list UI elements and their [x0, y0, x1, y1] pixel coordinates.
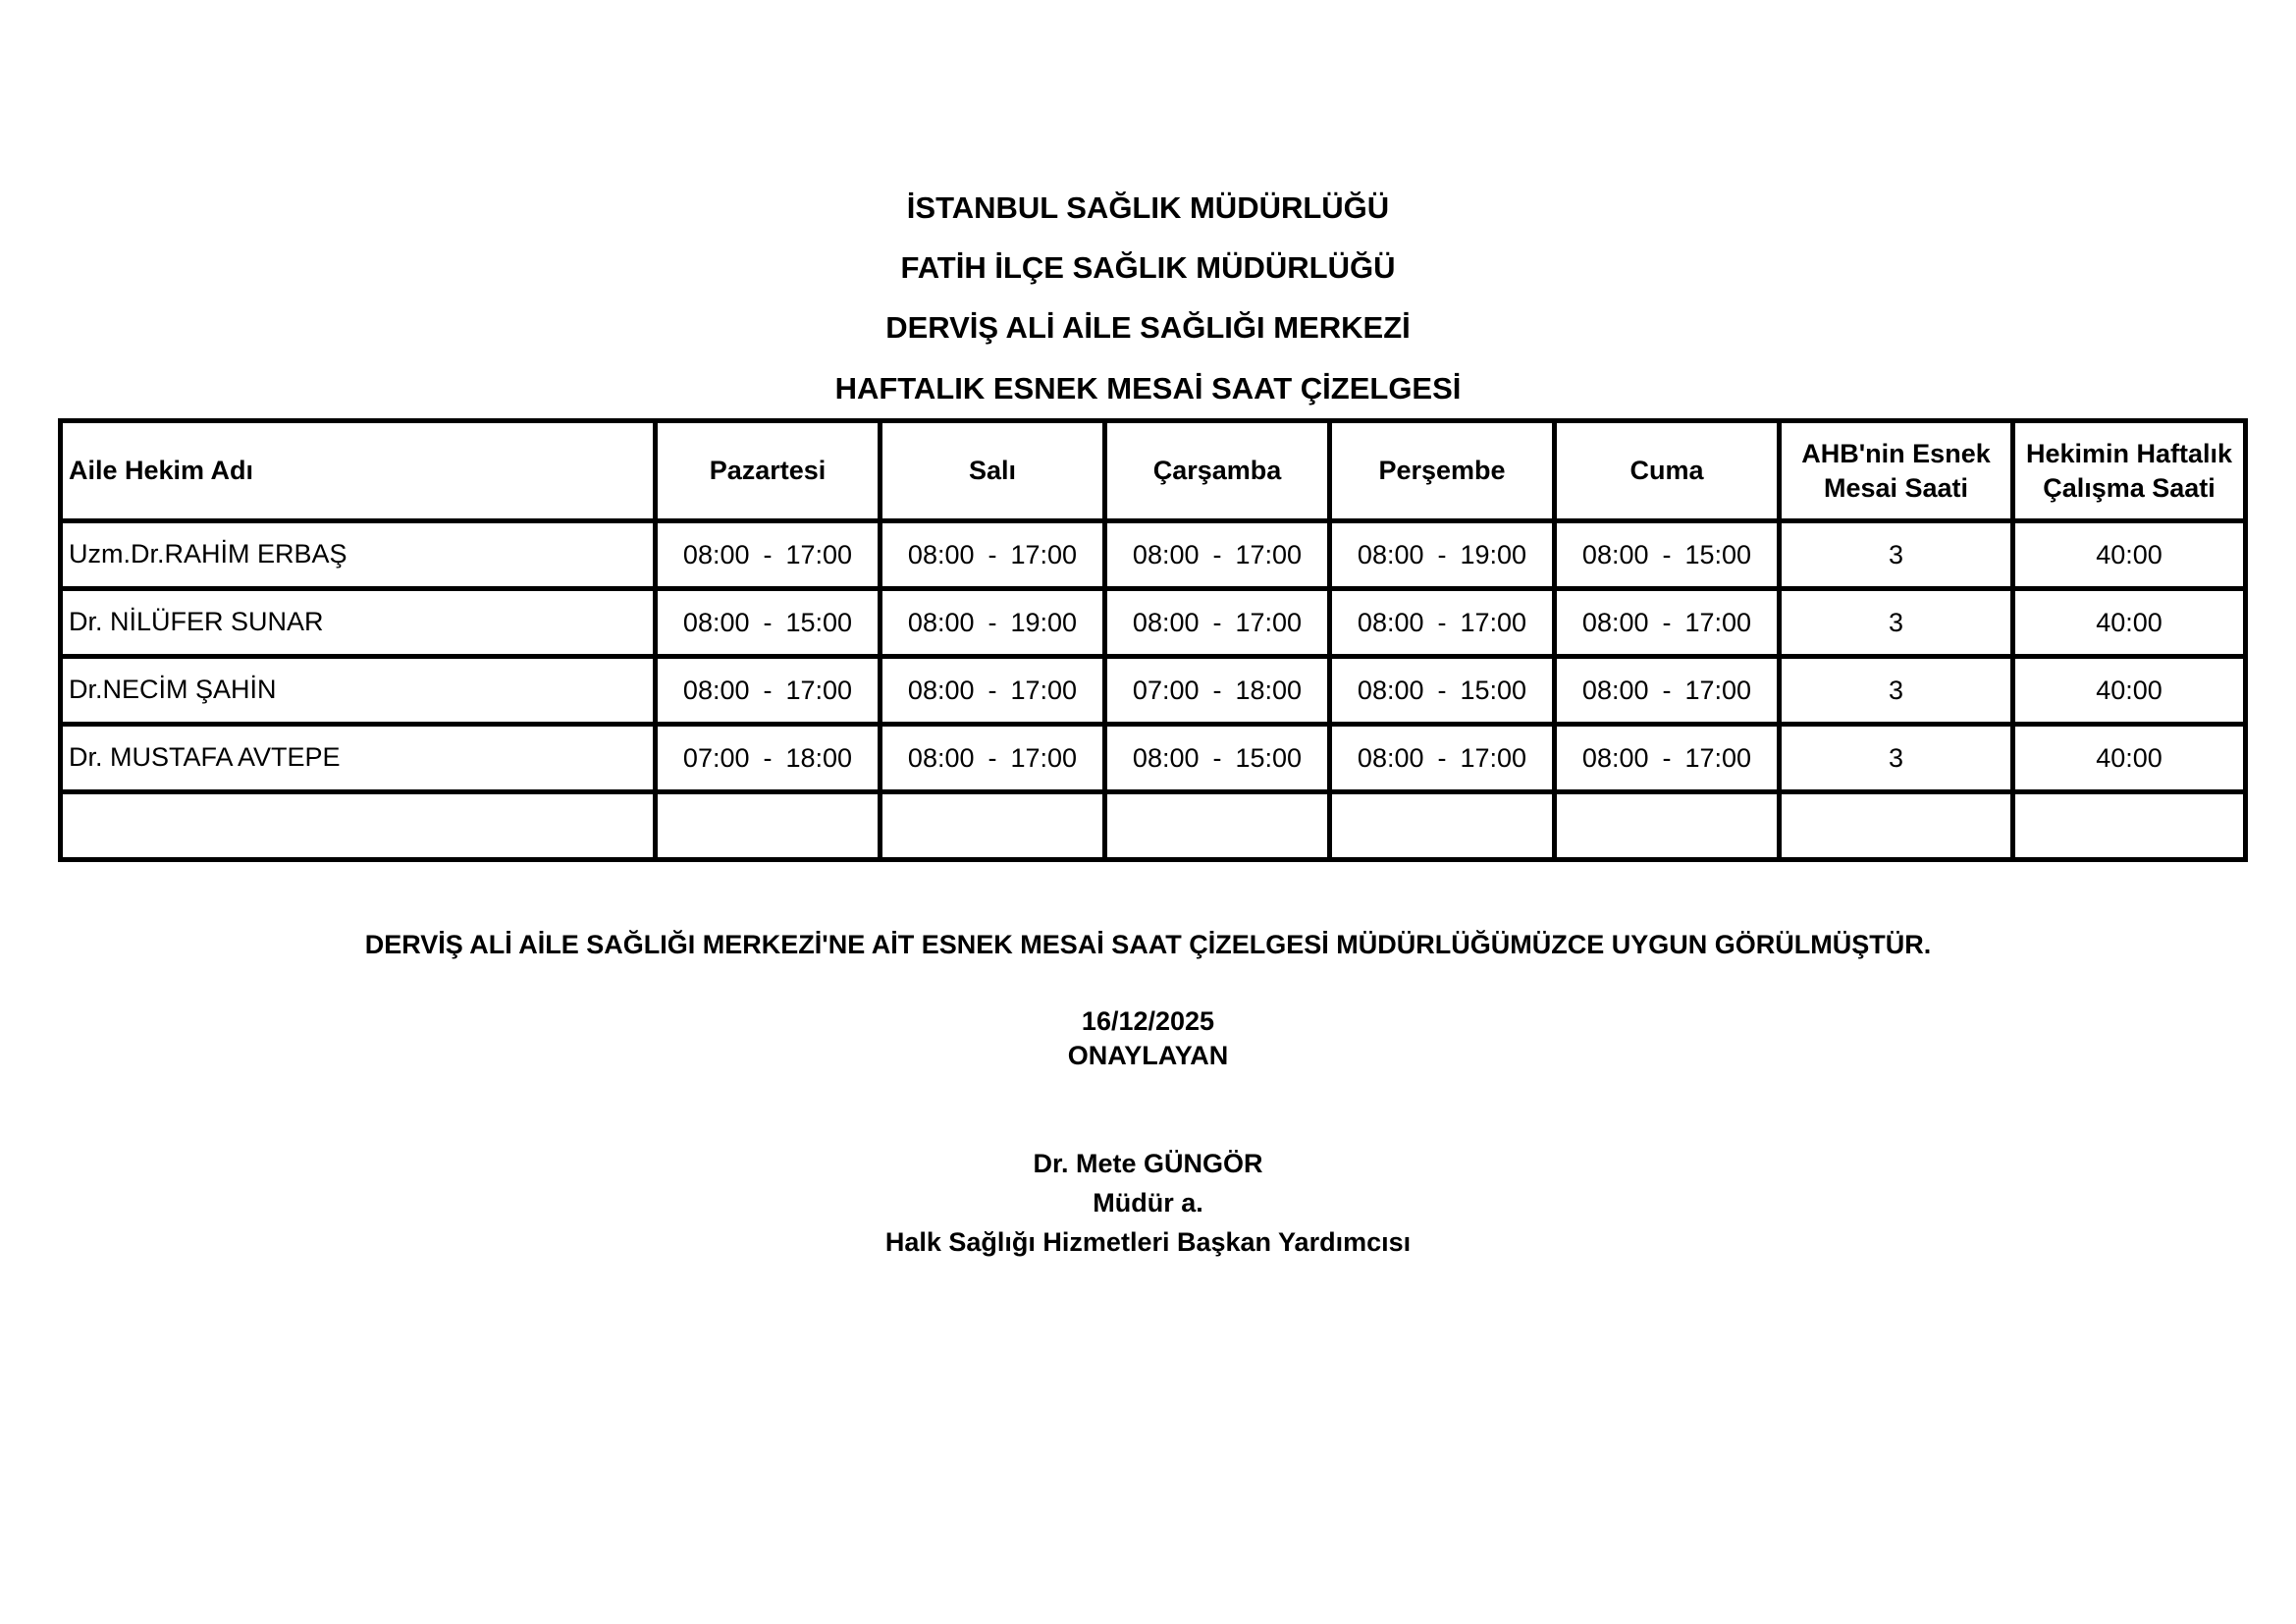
- shift-end: 17:00: [1460, 742, 1527, 773]
- shift-separator: -: [1212, 742, 1222, 773]
- empty-cell: [2013, 792, 2246, 860]
- shift-cell-tuesday: [881, 657, 1105, 725]
- shift-start: 08:00: [682, 607, 750, 637]
- weekly-hours-cell: 40:00: [2013, 589, 2246, 657]
- shift-end: 17:00: [1235, 539, 1303, 569]
- shift-cell-friday: [1555, 657, 1780, 725]
- flex-hours-cell: 3: [1780, 589, 2013, 657]
- shift-end: 17:00: [785, 675, 853, 705]
- shift-end: 17:00: [785, 539, 853, 569]
- header-weekly-hours: [2013, 421, 2246, 521]
- shift-cell-monday: [656, 589, 881, 657]
- shift-separator: -: [1212, 675, 1222, 705]
- shift-end: 17:00: [1684, 742, 1752, 773]
- shift-cell-tuesday: [881, 521, 1105, 589]
- shift-separator: -: [988, 742, 997, 773]
- shift-end: 19:00: [1460, 539, 1527, 569]
- shift-end: 18:00: [785, 742, 853, 773]
- header-monday: Pazartesi: [656, 421, 881, 521]
- shift-separator: -: [1662, 607, 1672, 637]
- shift-separator: -: [763, 742, 773, 773]
- shift-start: 08:00: [907, 539, 975, 569]
- header-weekly-hours-line1: Hekimin Haftalık: [2025, 438, 2233, 468]
- shift-end: 18:00: [1235, 675, 1303, 705]
- shift-start: 08:00: [1581, 539, 1649, 569]
- shift-end: 17:00: [1010, 675, 1078, 705]
- header-wednesday: Çarşamba: [1105, 421, 1330, 521]
- flex-hours-cell: 3: [1780, 725, 2013, 792]
- shift-separator: -: [1437, 539, 1447, 569]
- shift-start: 08:00: [1357, 742, 1424, 773]
- district-directorate-title: FATİH İLÇE SAĞLIK MÜDÜRLÜĞÜ: [900, 250, 1396, 285]
- header-thursday: Perşembe: [1330, 421, 1555, 521]
- empty-cell: [1330, 792, 1555, 860]
- physician-name-cell: Dr. NİLÜFER SUNAR: [61, 589, 656, 657]
- signer-name: Dr. Mete GÜNGÖR: [1033, 1149, 1263, 1178]
- header-weekly-hours-line2: Çalışma Saati: [2043, 472, 2216, 503]
- weekly-hours-cell: 40:00: [2013, 725, 2246, 792]
- shift-start: 08:00: [1581, 675, 1649, 705]
- table-row: [61, 521, 2246, 589]
- shift-cell-thursday: [1330, 589, 1555, 657]
- shift-start: 08:00: [1581, 607, 1649, 637]
- shift-cell-tuesday: [881, 589, 1105, 657]
- shift-start: 08:00: [907, 675, 975, 705]
- table-row: [61, 725, 2246, 792]
- shift-cell-monday: [656, 725, 881, 792]
- shift-cell-monday: [656, 657, 881, 725]
- header-physician-name: Aile Hekim Adı: [61, 421, 656, 521]
- shift-separator: -: [763, 675, 773, 705]
- shift-end: 17:00: [1460, 607, 1527, 637]
- shift-cell-wednesday: [1105, 725, 1330, 792]
- schedule-table: [58, 418, 2248, 862]
- shift-separator: -: [988, 675, 997, 705]
- shift-end: 17:00: [1684, 675, 1752, 705]
- shift-start: 08:00: [1132, 539, 1200, 569]
- shift-cell-thursday: [1330, 725, 1555, 792]
- shift-start: 08:00: [907, 607, 975, 637]
- shift-end: 17:00: [1010, 742, 1078, 773]
- empty-cell: [1780, 792, 2013, 860]
- shift-start: 08:00: [1581, 742, 1649, 773]
- table-header-row: [61, 421, 2246, 521]
- empty-cell: [1105, 792, 1330, 860]
- shift-start: 08:00: [1132, 742, 1200, 773]
- empty-cell: [61, 792, 656, 860]
- shift-cell-friday: [1555, 725, 1780, 792]
- shift-end: 17:00: [1235, 607, 1303, 637]
- shift-start: 08:00: [1357, 607, 1424, 637]
- institution-title: İSTANBUL SAĞLIK MÜDÜRLÜĞÜ: [906, 190, 1390, 225]
- shift-end: 15:00: [1460, 675, 1527, 705]
- shift-separator: -: [1437, 742, 1447, 773]
- shift-separator: -: [988, 539, 997, 569]
- shift-separator: -: [763, 607, 773, 637]
- empty-cell: [656, 792, 881, 860]
- shift-start: 07:00: [682, 742, 750, 773]
- shift-end: 17:00: [1684, 607, 1752, 637]
- health-center-title: DERVİŞ ALİ AİLE SAĞLIĞI MERKEZİ: [885, 310, 1411, 345]
- empty-table-row: [61, 792, 2246, 860]
- header-flex-hours-line1: AHB'nin Esnek: [1801, 438, 1991, 468]
- shift-separator: -: [763, 539, 773, 569]
- shift-separator: -: [1662, 675, 1672, 705]
- shift-end: 15:00: [1684, 539, 1752, 569]
- empty-cell: [1555, 792, 1780, 860]
- signer-title: Halk Sağlığı Hizmetleri Başkan Yardımcısı: [884, 1227, 1412, 1257]
- weekly-hours-cell: 40:00: [2013, 521, 2246, 589]
- approver-label: ONAYLAYAN: [1067, 1041, 1229, 1070]
- signer-role: Müdür a.: [1093, 1188, 1203, 1218]
- shift-cell-monday: [656, 521, 881, 589]
- shift-cell-thursday: [1330, 521, 1555, 589]
- shift-separator: -: [1662, 742, 1672, 773]
- physician-name-cell: Uzm.Dr.RAHİM ERBAŞ: [61, 521, 656, 589]
- table-row: [61, 589, 2246, 657]
- shift-cell-wednesday: [1105, 589, 1330, 657]
- shift-start: 07:00: [1132, 675, 1200, 705]
- weekly-hours-cell: 40:00: [2013, 657, 2246, 725]
- shift-start: 08:00: [1132, 607, 1200, 637]
- shift-cell-tuesday: [881, 725, 1105, 792]
- shift-start: 08:00: [682, 539, 750, 569]
- shift-end: 19:00: [1010, 607, 1078, 637]
- empty-cell: [881, 792, 1105, 860]
- shift-separator: -: [1212, 539, 1222, 569]
- shift-start: 08:00: [1357, 675, 1424, 705]
- shift-separator: -: [1437, 607, 1447, 637]
- shift-end: 15:00: [785, 607, 853, 637]
- shift-cell-wednesday: [1105, 521, 1330, 589]
- shift-start: 08:00: [907, 742, 975, 773]
- physician-name-cell: Dr. MUSTAFA AVTEPE: [61, 725, 656, 792]
- shift-separator: -: [988, 607, 997, 637]
- flex-hours-cell: 3: [1780, 521, 2013, 589]
- header-friday: Cuma: [1555, 421, 1780, 521]
- shift-cell-wednesday: [1105, 657, 1330, 725]
- header-flex-hours-line2: Mesai Saati: [1823, 472, 1969, 503]
- shift-separator: -: [1437, 675, 1447, 705]
- header-tuesday: Salı: [881, 421, 1105, 521]
- schedule-title: HAFTALIK ESNEK MESAİ SAAT ÇİZELGESİ: [834, 371, 1462, 406]
- shift-cell-friday: [1555, 521, 1780, 589]
- shift-start: 08:00: [682, 675, 750, 705]
- header-flex-hours: [1780, 421, 2013, 521]
- shift-separator: -: [1212, 607, 1222, 637]
- approval-statement: DERVİŞ ALİ AİLE SAĞLIĞI MERKEZİ'NE AİT ESNEK MESAİ SAAT ÇİZELGESİ MÜDÜRLÜĞÜMÜZCE UYGUN GÖRÜLMÜŞTÜR.: [364, 930, 1932, 959]
- shift-cell-thursday: [1330, 657, 1555, 725]
- approval-date: 16/12/2025: [1081, 1006, 1215, 1036]
- table-row: [61, 657, 2246, 725]
- shift-separator: -: [1662, 539, 1672, 569]
- shift-start: 08:00: [1357, 539, 1424, 569]
- shift-cell-friday: [1555, 589, 1780, 657]
- physician-name-cell: Dr.NECİM ŞAHİN: [61, 657, 656, 725]
- flex-hours-cell: 3: [1780, 657, 2013, 725]
- shift-end: 17:00: [1010, 539, 1078, 569]
- shift-end: 15:00: [1235, 742, 1303, 773]
